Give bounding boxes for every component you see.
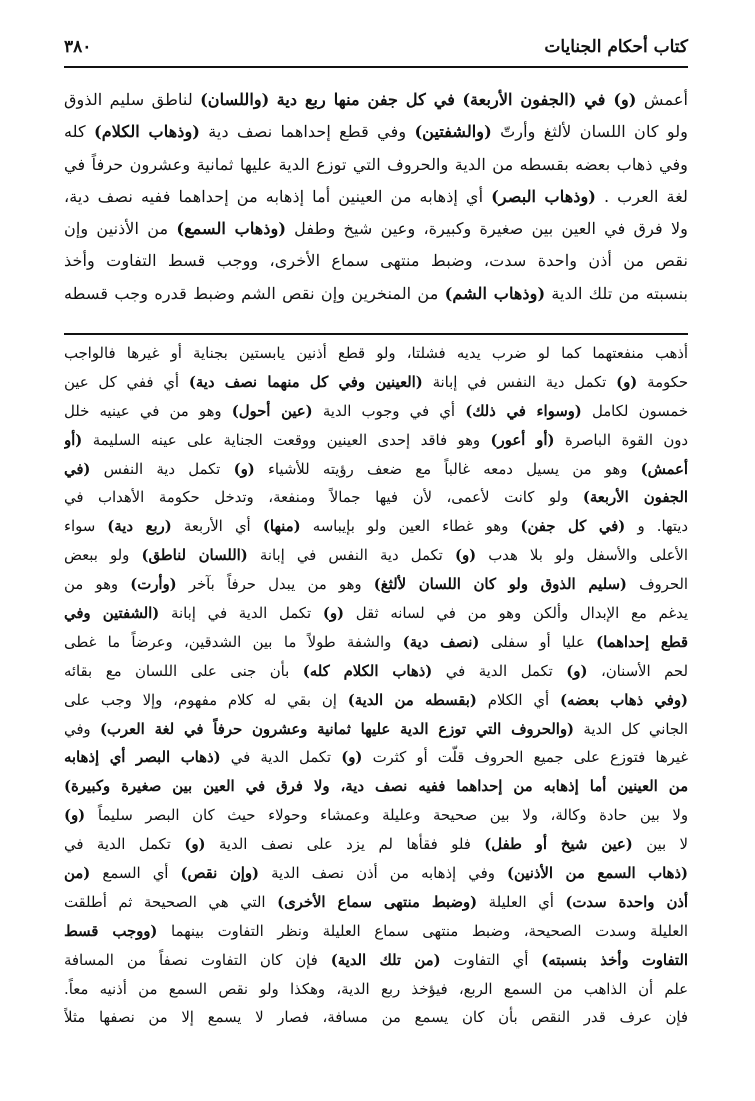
text-run: وهو من في عينيه خلل xyxy=(64,402,232,420)
text-run: تكمل دية النفس في إبانة xyxy=(422,373,617,391)
text-run: يدغم مع الإبدال وألكن وهو من في لسانه ثقل xyxy=(344,605,688,623)
bold-matn-phrase: (ذهاب البصر أي إذهابه xyxy=(64,749,221,767)
commentary-line xyxy=(64,947,688,976)
bold-matn-phrase: (و) في (الجفون الأربعة) xyxy=(462,90,637,109)
main-text-line xyxy=(64,278,688,310)
commentary-separator xyxy=(64,333,688,335)
commentary-line xyxy=(64,629,688,658)
running-title: كتاب أحكام الجنايات xyxy=(544,37,688,57)
bold-matn-phrase: (والحروف التي توزع الدية عليها ثمانية وعشرون حرفاً في لغة العرب) xyxy=(99,720,575,738)
page-number: ٣٨٠ xyxy=(64,37,92,57)
text-run: فلو فقأها لم يزد على نصف الدية xyxy=(205,836,485,854)
bold-matn-phrase: (ووجب قسط xyxy=(64,922,158,940)
text-run: تكمل الدية في xyxy=(220,749,342,767)
commentary-line xyxy=(64,889,688,918)
text-run: من المنخرين وإن نقص الشم وضبط قدره وجب قسطه xyxy=(64,283,445,303)
commentary-line xyxy=(64,456,688,485)
text-run: وهو من يبدل حرفاً بآخر xyxy=(176,576,374,594)
bold-matn-phrase: الجفون الأربعة) xyxy=(582,489,688,507)
text-run: ولو ببعض xyxy=(64,547,142,565)
bold-matn-phrase: (وفي ذهاب بعضه) xyxy=(559,691,688,709)
commentary-line xyxy=(64,658,688,687)
commentary-line xyxy=(64,687,688,716)
bold-matn-phrase: (وذهاب السمع) xyxy=(176,219,286,239)
text-run: وهو من xyxy=(64,576,131,594)
commentary-line xyxy=(64,831,688,860)
bold-matn-phrase: (واللسان) xyxy=(200,90,270,109)
text-run: التي هي الصحيحة ثم أطلقت xyxy=(64,893,278,911)
commentary-line xyxy=(64,600,688,629)
text-run: أي إذهابه من العينين أما إذهابه من إحداهما ففيه نصف دية، xyxy=(64,186,492,206)
text-run: أي العليلة xyxy=(477,893,566,911)
text-run: إن بقي له كلام مفهوم، وإلا وجب على xyxy=(64,691,348,709)
text-run: لا بين xyxy=(632,836,688,854)
bold-matn-phrase: (نصف دية) xyxy=(402,633,480,651)
text-run: الأعلى والأسفل ولو بلا هدب xyxy=(476,547,688,565)
text-run: بنسبته من تلك الدية xyxy=(545,283,688,303)
text-run: ولا فرق في العين بين صغيرة وكبيرة، وعين شيخ وطفل xyxy=(285,219,688,239)
text-run: خمسون لكامل xyxy=(581,402,688,420)
text-run: من الأذنين وإن xyxy=(64,219,177,239)
text-run: وفي قطع إحداهما نصف دية xyxy=(199,122,415,142)
bold-matn-phrase: (و) xyxy=(184,836,206,854)
bold-matn-phrase: (وسواء في ذلك) xyxy=(465,402,582,420)
bold-matn-phrase: في كل جفن منها ربع دية xyxy=(276,90,455,109)
text-run: سواء xyxy=(64,518,108,536)
text-run: تكمل دية النفس في إبانة xyxy=(247,547,455,565)
text-run: العليلة وسدت الصحيحة، وضبط منتهى سماع العليلة ونظر التفاوت بينهما xyxy=(157,922,688,940)
text-run: أي الكلام xyxy=(476,691,560,709)
commentary-line xyxy=(64,427,688,456)
bold-matn-phrase: (العينين وفي كل منهما نصف دية) xyxy=(188,373,423,391)
main-text-line xyxy=(64,245,688,277)
commentary-line xyxy=(64,773,688,802)
text-run: نقص من أذن واحدة سدت، وضبط منتهى سماع الأخرى، ووجب قسط التفاوت وأخذ xyxy=(64,251,688,271)
text-run: كله xyxy=(64,122,95,142)
bold-matn-phrase: (في xyxy=(64,460,91,478)
bold-matn-phrase: التفاوت وأخذ بنسبته) xyxy=(541,951,688,969)
bold-matn-phrase: (وأرت) xyxy=(130,576,177,594)
bold-matn-phrase: (في كل جفن) xyxy=(520,518,626,536)
commentary-line xyxy=(64,398,688,427)
bold-matn-phrase: (أو xyxy=(64,431,83,449)
bold-matn-phrase: (و) xyxy=(616,373,638,391)
bold-matn-phrase: (وذهاب الكلام) xyxy=(94,122,200,142)
bold-matn-phrase: (من xyxy=(64,865,91,883)
text-run: أي التفاوت xyxy=(440,951,542,969)
text-run: تكمل الدية في xyxy=(432,662,567,680)
commentary-line xyxy=(64,1004,688,1033)
text-run: أي الأربعة xyxy=(171,518,263,536)
bold-matn-phrase: (وإن نقص) xyxy=(180,865,259,883)
bold-matn-phrase: (والشفتين) xyxy=(414,122,492,142)
header-rule xyxy=(64,66,688,68)
text-run: وفي إذهابه من أذن نصف الدية xyxy=(258,865,507,883)
main-text xyxy=(64,84,688,310)
bold-matn-phrase: (و) xyxy=(341,749,363,767)
text-run: أي في وجوب الدية xyxy=(312,402,466,420)
commentary-line xyxy=(64,744,688,773)
bold-matn-phrase: (بقسطه من الدية) xyxy=(347,691,477,709)
text-run: أي السمع xyxy=(90,865,181,883)
text-run: ولو كان اللسان لألثغ وأرتّ xyxy=(491,122,688,142)
bold-matn-phrase: (و) xyxy=(454,547,477,565)
main-text-line xyxy=(64,149,688,181)
commentary-line xyxy=(64,484,688,513)
text-run: وفي xyxy=(64,720,100,738)
text-run: ديتها. و xyxy=(625,518,688,536)
bold-matn-phrase: (أو أعور) xyxy=(490,431,555,449)
commentary-line xyxy=(64,716,688,745)
commentary-line xyxy=(64,976,688,1005)
page-header xyxy=(64,34,688,60)
text-run xyxy=(269,90,276,109)
bold-matn-phrase: (ربع دية) xyxy=(107,518,172,536)
text-run: فإن عرف قدر النقص بأن كان يسمع من مسافة، فصار لا يسمع إلا من نصفها مثلاً xyxy=(64,1009,688,1027)
commentary-line xyxy=(64,571,688,600)
text-run: غيرها فتوزع على جميع الحروف قلّت أو كثرت xyxy=(362,749,688,767)
text-run: أي ففي كل عين xyxy=(64,373,189,391)
text-run: ولو كانت لأعمى، لأن فيها جمالاً ومنفعة، وتدخل حكومة الأهداب في xyxy=(64,489,583,507)
bold-matn-phrase: أعمش) xyxy=(640,460,688,478)
main-text-line xyxy=(64,181,688,213)
text-run: أعمش xyxy=(636,90,688,109)
bold-matn-phrase: (الشفتين وفي xyxy=(64,605,160,623)
text-run: حكومة xyxy=(637,373,688,391)
text-run: وهو من يسيل دمعه غالباً مع ضعف رؤيته للأشياء xyxy=(254,460,641,478)
text-run: عليا أو سفلى xyxy=(479,633,597,651)
text-run: والشفة طولاً ما بين الشدقين، وعرضاً ما غطى xyxy=(64,633,403,651)
bold-matn-phrase: (ذهاب الكلام كله) xyxy=(302,662,433,680)
bold-matn-phrase: أذن واحدة سدت) xyxy=(565,893,688,911)
bold-matn-phrase: (منها) xyxy=(262,518,301,536)
bold-matn-phrase: (عين أحول) xyxy=(231,402,313,420)
bold-matn-phrase: من العينين أما إذهابه من إحداهما ففيه نصف دية، ولا فرق في العين بين صغيرة وكبيرة) xyxy=(64,778,688,796)
bold-matn-phrase: (و) xyxy=(233,460,255,478)
text-run: بأن جنى على اللسان مع بقائه xyxy=(64,662,303,680)
text-run: لحم الأسنان، xyxy=(587,662,688,680)
main-text-line xyxy=(64,116,688,148)
commentary-line xyxy=(64,802,688,831)
commentary-line xyxy=(64,513,688,542)
bold-matn-phrase: (عين شيخ أو طفل) xyxy=(484,836,633,854)
text-run: تكمل الدية في إبانة xyxy=(159,605,323,623)
bold-matn-phrase: (من تلك الدية) xyxy=(330,951,441,969)
text-run: دون القوة الباصرة xyxy=(554,431,688,449)
bold-matn-phrase: (ذهاب السمع من الأذنين) xyxy=(506,865,688,883)
bold-matn-phrase: (و) xyxy=(322,605,344,623)
text-run: تكمل دية النفس xyxy=(90,460,234,478)
text-run: علم أن الذاهب من السمع الربع، فيؤخذ ربع الدية، وهكذا ولو نقص السمع من أذنيه معاً. xyxy=(64,980,688,998)
main-text-line xyxy=(64,84,688,116)
bold-matn-phrase: قطع إحداهما) xyxy=(596,633,688,651)
commentary-line xyxy=(64,542,688,571)
bold-matn-phrase: (سليم الذوق ولو كان اللسان لألثغ) xyxy=(373,576,627,594)
text-run: وفي ذهاب بعضه بقسطه من الدية والحروف التي توزع الدية عليها ثمانية وعشرون حرفاً في xyxy=(64,154,688,174)
text-run: وهو فاقد إحدى العينين ووقعت الجناية على عينه السليمة xyxy=(82,431,491,449)
bold-matn-phrase: (اللسان لناطق) xyxy=(141,547,248,565)
commentary-line xyxy=(64,918,688,947)
text-run: الجاني كل الدية xyxy=(574,720,688,738)
text-run: أذهب منفعتهما كما لو ضرب يديه فشلتا، ولو قطع أذنين يابستين بجناية أو غيرها فالواجب xyxy=(64,345,688,362)
commentary-line xyxy=(64,369,688,398)
commentary-line xyxy=(64,340,688,369)
commentary-text xyxy=(64,340,688,1033)
commentary-line xyxy=(64,860,688,889)
text-run: لغة العرب . xyxy=(595,186,688,206)
bold-matn-phrase: (و) xyxy=(566,662,588,680)
bold-matn-phrase: (و) xyxy=(64,807,86,825)
text-run: ولا بين حادة وكالة، ولا بين صحيحة وعليلة وعمشاء وحولاء حيث كان البصر سليماً xyxy=(85,807,688,825)
main-text-line xyxy=(64,213,688,245)
bold-matn-phrase: (وذهاب الشم) xyxy=(444,283,546,303)
bold-matn-phrase: (وضبط منتهى سماع الأخرى) xyxy=(277,893,478,911)
bold-matn-phrase: (وذهاب البصر) xyxy=(491,186,596,206)
text-run: الحروف xyxy=(626,576,688,594)
text-run: وهو غطاء العين ولو بإيباسه xyxy=(300,518,521,536)
text-run: لناطق سليم الذوق xyxy=(64,90,201,109)
text-run: فإن كان التفاوت نصفاً من المسافة xyxy=(64,951,331,969)
text-run: تكمل الدية في xyxy=(64,836,185,854)
